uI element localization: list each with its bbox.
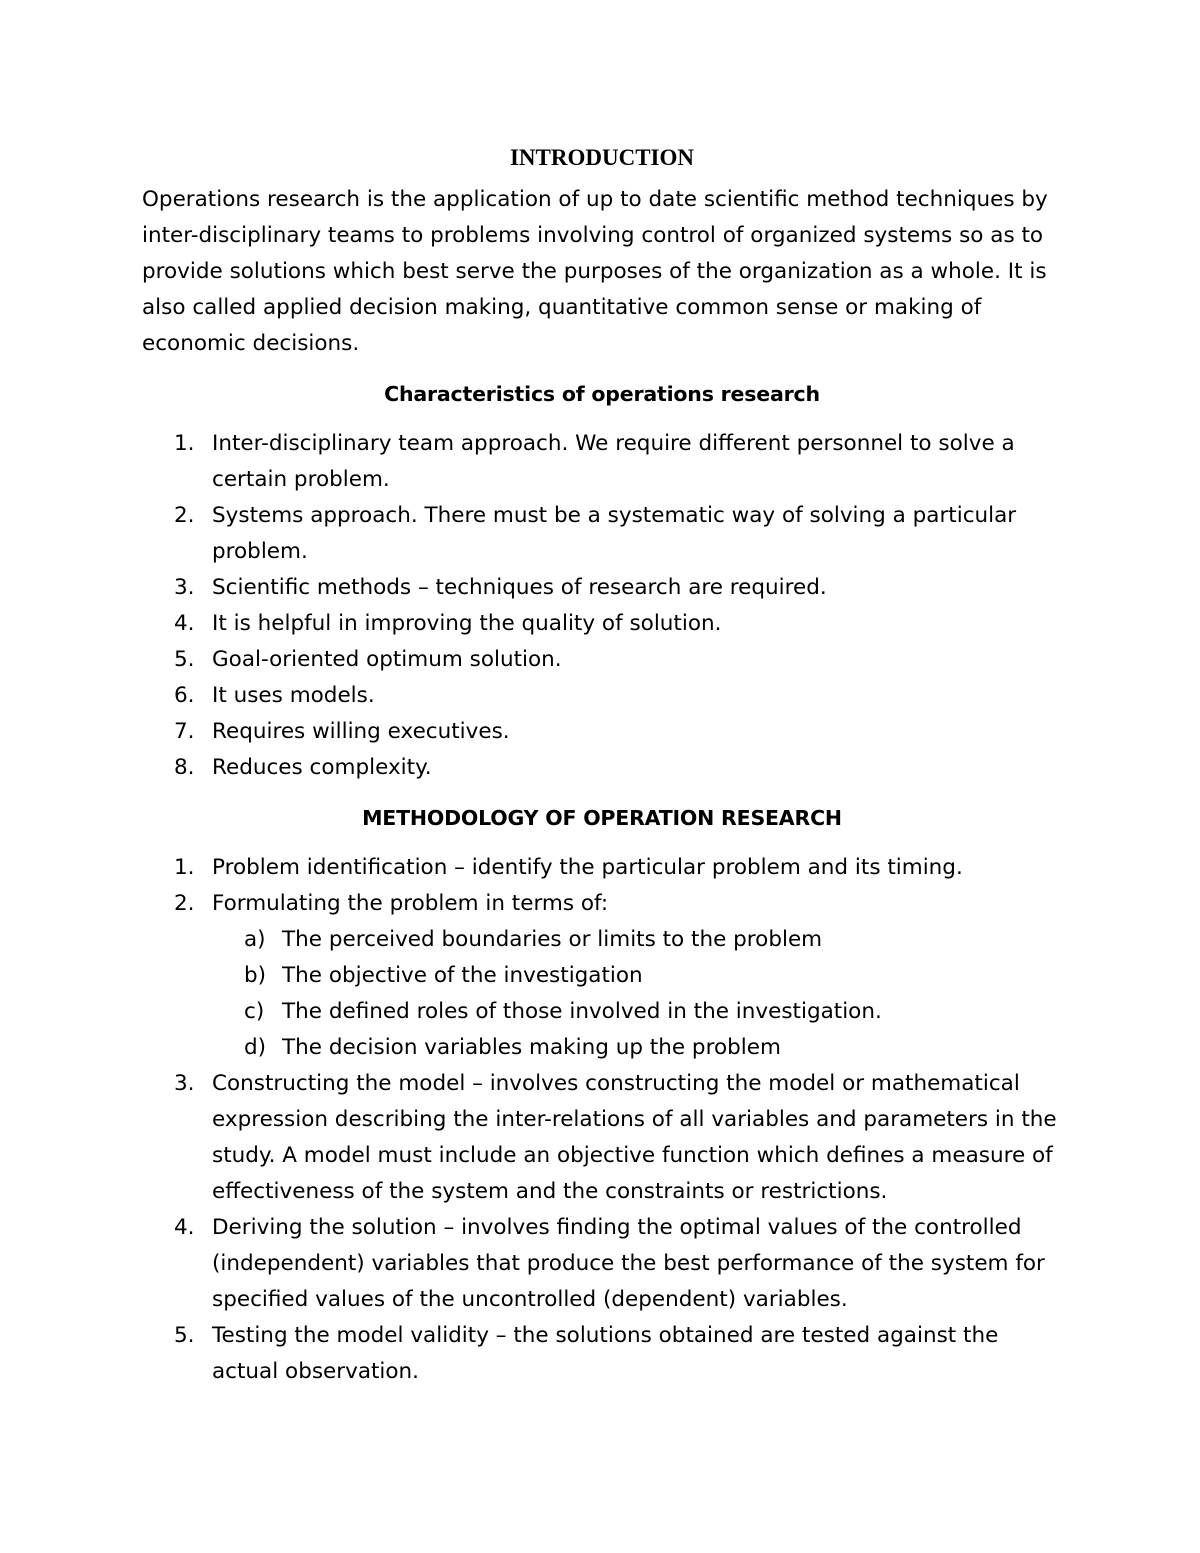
sublist-letter: a) xyxy=(244,927,266,952)
sublist-item xyxy=(212,1030,1062,1066)
list-number: 2. xyxy=(174,503,195,528)
sublist-item-text: The perceived boundaries or limits to the problem xyxy=(282,927,823,952)
page-content xyxy=(142,140,1062,1404)
characteristics-list xyxy=(142,426,1062,786)
list-item-text: Requires willing executives. xyxy=(212,719,510,744)
list-item-text: Formulating the problem in terms of: xyxy=(212,891,609,916)
sublist-item-text: The decision variables making up the problem xyxy=(282,1035,781,1060)
list-item xyxy=(142,850,1062,886)
list-number: 4. xyxy=(174,1215,195,1240)
formulation-sublist xyxy=(212,922,1062,1066)
page-title: INTRODUCTION xyxy=(509,145,695,170)
list-item-text: Reduces complexity. xyxy=(212,755,432,780)
list-item xyxy=(142,886,1062,1066)
list-item xyxy=(142,1066,1062,1210)
list-item-text: Testing the model validity – the solutions obtained are tested against the actual observation. xyxy=(212,1323,999,1384)
list-item-text: Systems approach. There must be a systematic way of solving a particular problem. xyxy=(212,503,1017,564)
list-item-text: Constructing the model – involves constructing the model or mathematical expression describing the inter-relations of all variables and parameters in the study. A model must include an objective function which defines a measure of effectiveness of the system and the constraints or restrictions. xyxy=(212,1071,1057,1204)
list-number: 5. xyxy=(174,647,195,672)
intro-paragraph: Operations research is the application of up to date scientific method techniques by inter-disciplinary teams to problems involving control of organized systems so as to provide solutions which best serve the purposes of the organization as a whole. It is also called applied decision making, quantitative common sense or making of economic decisions. xyxy=(142,187,1048,356)
list-item xyxy=(142,606,1062,642)
characteristics-heading: Characteristics of operations research xyxy=(384,382,820,406)
sublist-item xyxy=(212,922,1062,958)
list-number: 1. xyxy=(174,431,195,456)
sublist-letter: d) xyxy=(244,1035,267,1060)
list-item xyxy=(142,498,1062,570)
sublist-letter: c) xyxy=(244,999,265,1024)
list-item-text: It uses models. xyxy=(212,683,375,708)
list-item xyxy=(142,570,1062,606)
sublist-item xyxy=(212,958,1062,994)
sublist-letter: b) xyxy=(244,963,267,988)
list-item-text: It is helpful in improving the quality of solution. xyxy=(212,611,722,636)
sublist-item-text: The defined roles of those involved in the investigation. xyxy=(282,999,882,1024)
sublist-item-text: The objective of the investigation xyxy=(282,963,643,988)
list-number: 7. xyxy=(174,719,195,744)
list-item-text: Scientific methods – techniques of research are required. xyxy=(212,575,827,600)
list-item xyxy=(142,678,1062,714)
list-item xyxy=(142,426,1062,498)
list-number: 2. xyxy=(174,891,195,916)
list-number: 5. xyxy=(174,1323,195,1348)
sublist-item xyxy=(212,994,1062,1030)
list-number: 1. xyxy=(174,855,195,880)
list-item-text: Inter-disciplinary team approach. We require different personnel to solve a certain problem. xyxy=(212,431,1015,492)
list-item-text: Goal-oriented optimum solution. xyxy=(212,647,562,672)
list-item-text: Deriving the solution – involves finding the optimal values of the controlled (independent) variables that produce the best performance of the system for specified values of the uncontrolled (dependent) variables. xyxy=(212,1215,1045,1312)
methodology-list xyxy=(142,850,1062,1390)
list-number: 4. xyxy=(174,611,195,636)
list-item xyxy=(142,750,1062,786)
list-item xyxy=(142,642,1062,678)
list-item xyxy=(142,1318,1062,1390)
list-item-text: Problem identification – identify the particular problem and its timing. xyxy=(212,855,963,880)
methodology-heading: METHODOLOGY OF OPERATION RESEARCH xyxy=(362,806,842,830)
list-number: 6. xyxy=(174,683,195,708)
list-number: 3. xyxy=(174,1071,195,1096)
list-item xyxy=(142,714,1062,750)
list-number: 8. xyxy=(174,755,195,780)
list-item xyxy=(142,1210,1062,1318)
list-number: 3. xyxy=(174,575,195,600)
